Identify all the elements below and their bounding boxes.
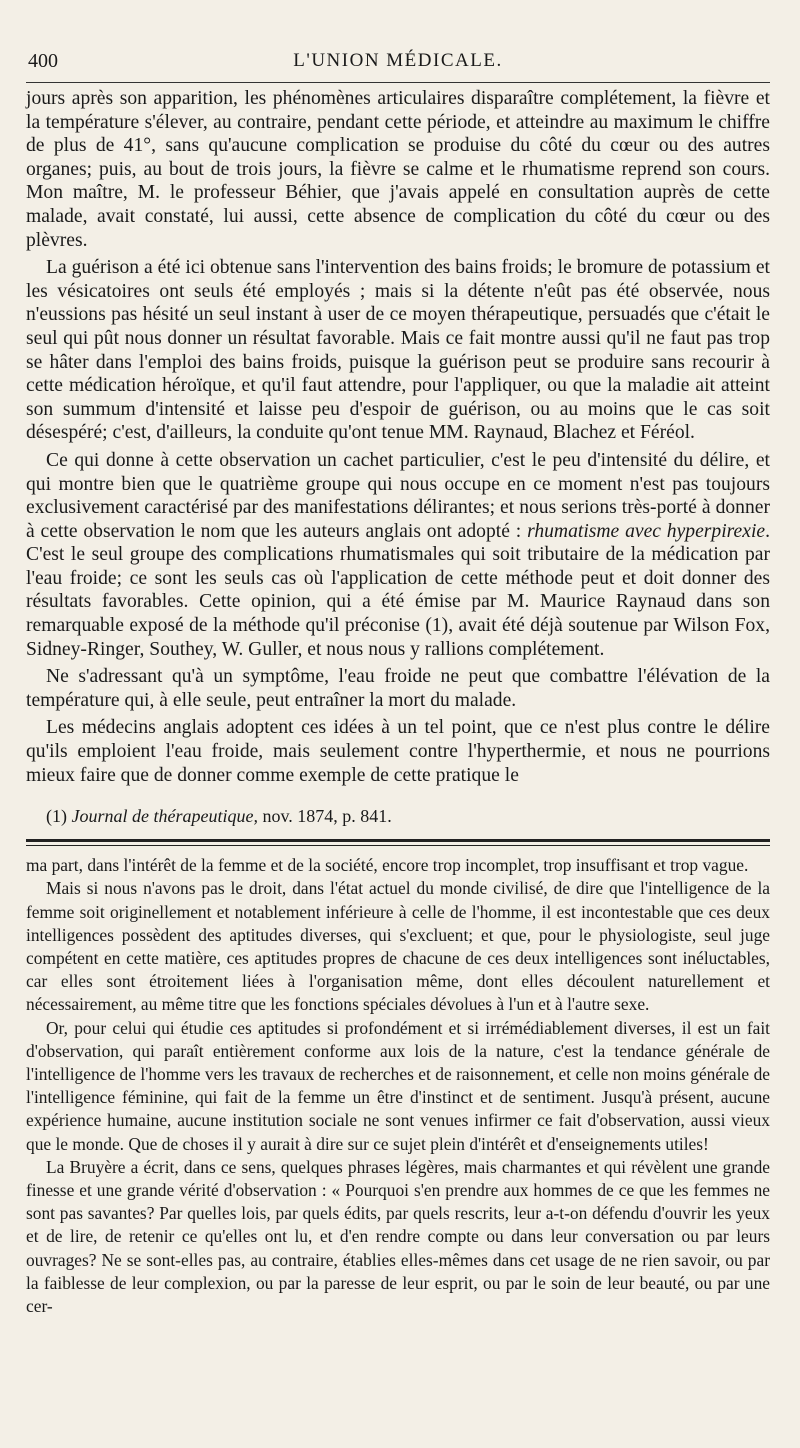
paragraph: Or, pour celui qui étudie ces aptitudes si profondément et si irrémédiablement diverses, il est un fait d'observation, qui paraît entièrement conforme aux lois de la nature, c'est la tendance générale de l'intelligence de l'homme vers les travaux de recherches et de raisonnement, et celle non moins générale de l'intelligence féminine, qui fait de la femme un être d'instinct et de sentiment. Jusqu'à présent, aucune expérience humaine, aucune institution sociale ne sont venues infirmer ce fait d'observation, aussi vieux que le monde. Que de choses il y aurait à dire sur ce sujet plein d'intérêt et d'enseignements utiles! bbox=[26, 1017, 770, 1154]
lower-article bbox=[26, 854, 770, 1318]
running-head: L'UNION MÉDICALE. bbox=[293, 50, 503, 71]
section-divider bbox=[26, 839, 770, 846]
paragraph: Mais si nous n'avons pas le droit, dans l'état actuel du monde civilisé, de dire que l'intelligence de la femme soit originellement et notablement inférieure à celle de l'homme, il est incontestable que ces deux intelligences possèdent des aptitudes diverses, qui s'excluent; et que, pour le physiologiste, seul juge compétent en cette matière, ces aptitudes propres de chacune de ces deux intelligences sont inéluctables, car elles sont étroitement liées à l'organisation même, dont elles découlent naturellement et nécessairement, au même titre que les fonctions spéciales dévolues à l'un et à l'autre sexe. bbox=[26, 878, 770, 1015]
footnote-journal: Journal de thérapeutique, bbox=[71, 806, 258, 827]
upper-article bbox=[26, 87, 770, 787]
page-number: 400 bbox=[28, 50, 58, 72]
paragraph: La Bruyère a écrit, dans ce sens, quelques phrases légères, mais charmantes et qui révèlent une grande finesse et une grande vérité d'observation : « Pourquoi s'en prendre aux hommes de ce que les femmes ne sont pas savantes? Par quelles lois, par quels édits, par quels rescrits, leur a-t-on défendu d'ouvrir les yeux et de lire, de retenir ce qu'elles ont lu, et d'en rendre compte ou dans leur conversation ou par leurs ouvrages? Ne se sont-elles pas, au contraire, établies elles-mêmes dans cet usage de ne rien savoir, ou par la faiblesse de leur complexion, ou par la paresse de leur esprit, ou par le soin de leur beauté, ou par une cer- bbox=[26, 1156, 770, 1317]
paragraph: Ne s'adressant qu'à un symptôme, l'eau froide ne peut que combattre l'élévation de la température qui, à elle seule, peut entraîner la mort du malade. bbox=[26, 666, 770, 711]
footnote bbox=[26, 805, 770, 827]
paragraph: Ce qui donne à cette observation un cachet particulier, c'est le peu d'intensité du délire, et qui montre bien que le quatrième groupe qui nous occupe en ce moment n'est pas toujours exclusivement caractérisé par des manifestations délirantes; et nous serions très-porté à donner à cette observation le nom que les auteurs anglais ont adopté : rhumatisme avec hyperpirexie. C'est le seul groupe des complications rhumatismales qui soit tributaire de la médication par l'eau froide; ce sont les seuls cas où l'application de cette méthode peut et doit donner des résultats favorables. Cette opinion, qui a été émise par M. Maurice Raynaud dans son remarquable exposé de la méthode qu'il préconise (1), avait été déjà soutenue par Wilson Fox, Sidney-Ringer, Southey, W. Guller, et nous nous y rallions complétement. bbox=[26, 449, 771, 660]
footnote-details: nov. 1874, p. 841. bbox=[262, 806, 392, 827]
paragraph: Les médecins anglais adoptent ces idées à un tel point, que ce n'est plus contre le délire qu'ils emploient l'eau froide, mais seulement contre l'hyperthermie, et nous ne pourrions mieux faire que de donner comme exemple de cette pratique le bbox=[26, 717, 770, 786]
paragraph: ma part, dans l'intérêt de la femme et de la société, encore trop incomplet, trop insuffisant et trop vague. bbox=[26, 855, 749, 876]
page-header bbox=[26, 44, 770, 82]
footnote-marker: (1) bbox=[46, 806, 67, 827]
paragraph: La guérison a été ici obtenue sans l'intervention des bains froids; le bromure de potassium et les vésicatoires ont seuls été employés ; mais si la détente n'eût pas été observée, nous n'eussions pas hésité un seul instant à user de ce moyen thérapeutique, persuadés que c'était le seul qui pût nous donner un résultat favorable. Mais ce fait montre aussi qu'il ne faut pas trop se hâter dans l'emploi des bains froids, puisque la guérison peut se produire sans recourir à cette médication héroïque, et qu'il faut attendre, pour l'appliquer, ou que la maladie ait atteint son summum d'intensité et laisse peu d'espoir de guérison, ou au moins que le cas soit désespéré; c'est, d'ailleurs, la conduite qu'ont tenue MM. Raynaud, Blachez et Féréol. bbox=[26, 257, 770, 444]
header-rule bbox=[26, 82, 770, 83]
paragraph: jours après son apparition, les phénomènes articulaires disparaître complétement, la fièvre et la température s'élever, au contraire, pendant cette période, et atteindre au maximum le chiffre de plus de 41°, sans qu'aucune complication se produise du côté du cœur ou des autres organes; puis, au bout de trois jours, la fièvre se calme et le rhumatisme reprend son cours. Mon maître, M. le professeur Béhier, que j'avais appelé en consultation auprès de cette malade, avait constaté, lui aussi, cette absence de complication du côté du cœur ou des plèvres. bbox=[26, 88, 770, 251]
